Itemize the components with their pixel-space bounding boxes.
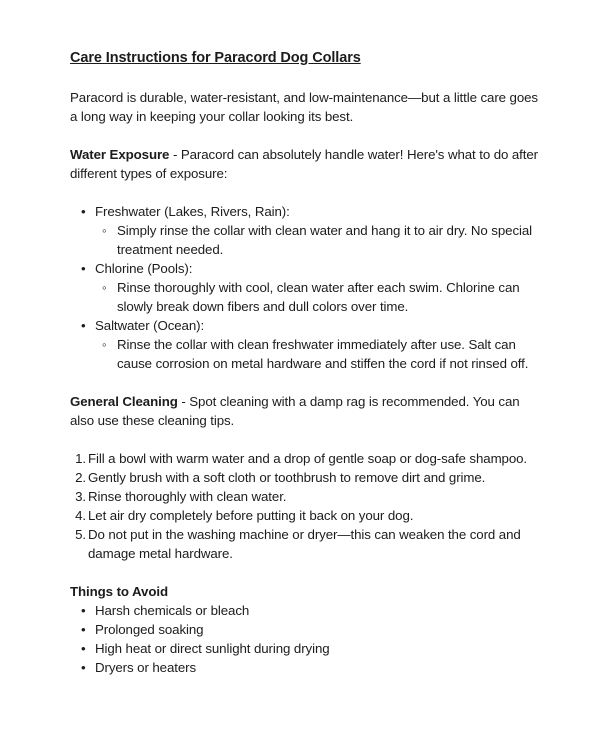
- avoid-text: • Dryers or heaters: [95, 660, 196, 675]
- avoid-text: • Harsh chemicals or bleach: [95, 603, 249, 618]
- list-item-saltwater: [70, 316, 544, 373]
- step-item: [70, 449, 544, 468]
- list-item-chlorine: [70, 259, 544, 316]
- water-exposure-text: - Paracord can absolutely handle water! Here's what to do after different types of exposure:: [70, 147, 538, 181]
- intro-paragraph: Paracord is durable, water-resistant, and low-maintenance—but a little care goes a long way in keeping your collar looking its best.: [70, 90, 538, 124]
- water-exposure-heading: Water Exposure: [70, 147, 170, 162]
- chlorine-detail: ◦ Rinse thoroughly with cool, clean water after each swim. Chlorine can slowly break down fibers and dull colors over time.: [117, 280, 520, 314]
- list-item: [95, 335, 544, 373]
- doc-title: Care Instructions for Paracord Dog Collars: [70, 50, 361, 66]
- list-item: [95, 278, 544, 316]
- freshwater-detail: ◦ Simply rinse the collar with clean water and hang it to air dry. No special treatment needed.: [117, 223, 532, 257]
- step-item: [70, 525, 544, 563]
- step-text: Rinse thoroughly with clean water.: [88, 489, 287, 504]
- avoid-item: [70, 658, 544, 677]
- things-to-avoid-heading: Things to Avoid: [70, 584, 168, 599]
- chlorine-sublist: [95, 278, 544, 316]
- things-to-avoid-list: [70, 601, 544, 677]
- step-text: Fill a bowl with warm water and a drop of gentle soap or dog-safe shampoo.: [88, 451, 528, 466]
- step-text: Do not put in the washing machine or dryer—this can weaken the cord and damage metal hardware.: [88, 527, 521, 561]
- avoid-text: • High heat or direct sunlight during drying: [95, 641, 330, 656]
- step-text: Gently brush with a soft cloth or toothbrush to remove dirt and grime.: [88, 470, 486, 485]
- saltwater-label: • Saltwater (Ocean):: [95, 318, 204, 333]
- list-item: [95, 221, 544, 259]
- avoid-item: [70, 601, 544, 620]
- step-item: [70, 506, 544, 525]
- water-exposure-paragraph: [70, 145, 544, 183]
- avoid-item: [70, 620, 544, 639]
- list-item-freshwater: [70, 202, 544, 259]
- saltwater-detail: ◦ Rinse the collar with clean freshwater immediately after use. Salt can cause corrosion on metal hardware and stiffen the cord if not rinsed off.: [117, 337, 528, 371]
- avoid-item: [70, 639, 544, 658]
- water-exposure-list: [70, 202, 544, 373]
- freshwater-label: • Freshwater (Lakes, Rivers, Rain):: [95, 204, 290, 219]
- saltwater-sublist: [95, 335, 544, 373]
- step-item: [70, 487, 544, 506]
- step-text: Let air dry completely before putting it back on your dog.: [88, 508, 414, 523]
- general-cleaning-paragraph: [70, 392, 544, 430]
- general-cleaning-heading: General Cleaning: [70, 394, 178, 409]
- avoid-text: • Prolonged soaking: [95, 622, 203, 637]
- step-item: [70, 468, 544, 487]
- cleaning-steps-list: [70, 449, 544, 563]
- freshwater-sublist: [95, 221, 544, 259]
- general-cleaning-text: - Spot cleaning with a damp rag is recommended. You can also use these cleaning tips.: [70, 394, 520, 428]
- chlorine-label: • Chlorine (Pools):: [95, 261, 192, 276]
